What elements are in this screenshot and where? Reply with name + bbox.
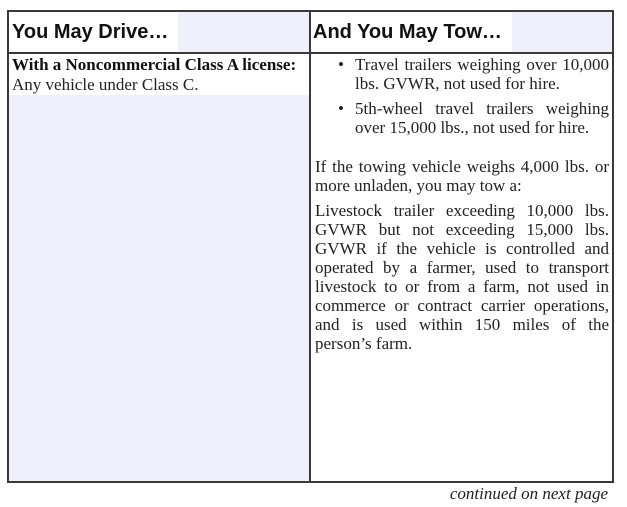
bullet-icon: • — [338, 99, 344, 118]
bullet-text: Travel trailers weighing over 10,000 lbs. GVWR, not used for hire. — [355, 55, 609, 93]
livestock-trailer-paragraph: Livestock trailer exceeding 10,000 lbs. GVWR but not exceeding 15,000 lbs. GVWR if the vehicle is controlled and operated by a farmer, used to transport livestock to or from a farm, not used in commerce or contract carrier operations, and is used within 150 miles of the person’s farm. — [315, 201, 609, 353]
header-cell-drive — [9, 12, 309, 52]
drive-cell-text — [9, 54, 309, 95]
vehicle-description: Any vehicle under Class C. — [12, 75, 203, 95]
header-you-may-drive: You May Drive… — [9, 12, 178, 52]
tow-bullet-list — [315, 55, 609, 137]
towing-weight-intro: If the towing vehicle weighs 4,000 lbs. or more unladen, you may tow a: — [315, 157, 609, 195]
tow-cell-text — [311, 54, 612, 353]
bullet-icon: • — [338, 55, 344, 74]
license-tow-table — [7, 10, 614, 483]
header-and-you-may-tow: And You May Tow… — [311, 12, 512, 52]
continued-on-next-page-note: continued on next page — [449, 484, 608, 503]
tow-cell — [311, 54, 612, 481]
header-cell-tow — [311, 12, 612, 52]
license-heading: With a Noncommercial Class A license: — [12, 55, 297, 74]
drive-cell — [9, 54, 309, 481]
table-body-row — [9, 54, 612, 481]
tow-bullet-item — [338, 55, 609, 93]
tow-bullet-item — [338, 99, 609, 137]
bullet-text: 5th-wheel travel trailers weighing over 15,000 lbs., not used for hire. — [355, 99, 609, 137]
